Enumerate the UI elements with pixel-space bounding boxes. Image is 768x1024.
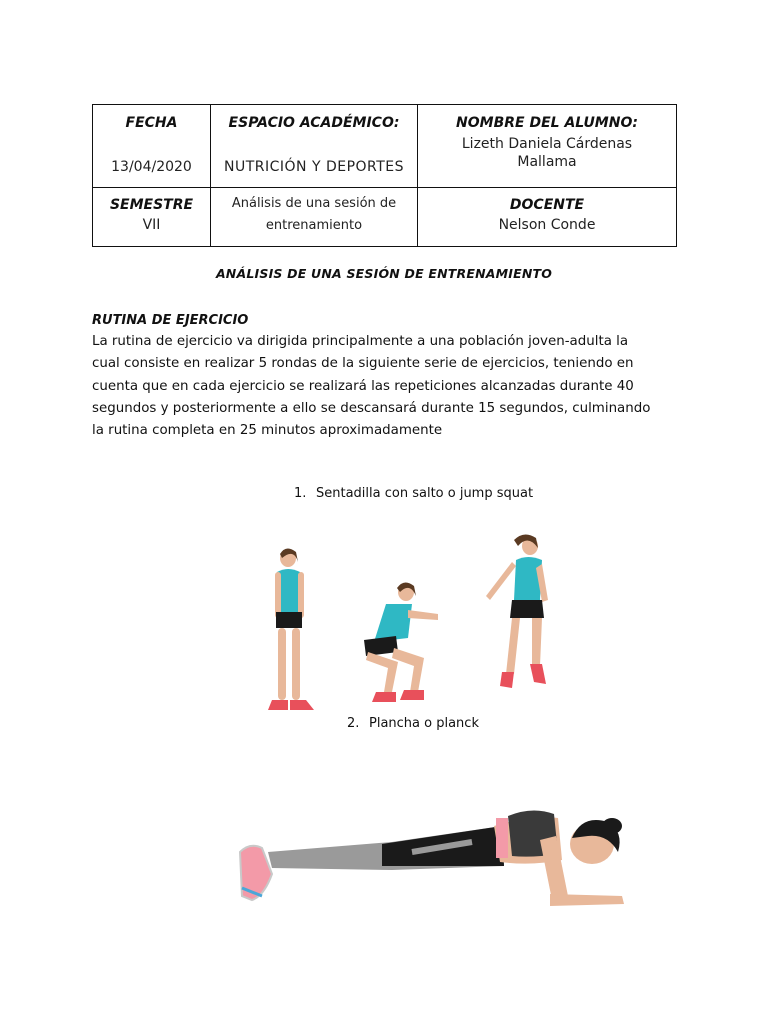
semestre-cell bbox=[93, 188, 211, 247]
routine-paragraph bbox=[92, 331, 682, 442]
jump-squat-image bbox=[258, 528, 554, 716]
tema-value-line2: entrenamiento bbox=[265, 218, 363, 233]
espacio-value: NUTRICIÓN Y DEPORTES bbox=[223, 159, 405, 175]
alumno-label: NOMBRE DEL ALUMNO: bbox=[456, 115, 638, 131]
header-info-table bbox=[92, 104, 677, 247]
jump-figure bbox=[486, 534, 548, 688]
exercise-2-title bbox=[347, 716, 479, 731]
section-heading: RUTINA DE EJERCICIO bbox=[92, 313, 249, 328]
standing-figure bbox=[268, 548, 314, 710]
docente-label: DOCENTE bbox=[509, 197, 585, 213]
tema-cell bbox=[211, 188, 418, 247]
fecha-label: FECHA bbox=[125, 115, 178, 131]
paragraph-line: La rutina de ejercicio va dirigida principalmente a una población joven-adulta la bbox=[92, 334, 629, 349]
exercise-1-title bbox=[294, 486, 533, 501]
semestre-label: SEMESTRE bbox=[109, 197, 194, 213]
docente-cell bbox=[418, 188, 677, 247]
exercise-1-name: Sentadilla con salto o jump squat bbox=[316, 486, 534, 501]
paragraph-line: cual consiste en realizar 5 rondas de la siguiente serie de ejercicios, teniendo en bbox=[92, 356, 634, 372]
exercise-2-name: Plancha o planck bbox=[369, 716, 479, 731]
semestre-value: VII bbox=[142, 217, 161, 233]
paragraph-line: segundos y posteriormente a ello se descansará durante 15 segundos, culminando bbox=[92, 400, 651, 416]
tema-value-line1: Análisis de una sesión de bbox=[231, 196, 397, 211]
exercise-2-number: 2. bbox=[347, 716, 360, 731]
document-title: ANÁLISIS DE UNA SESIÓN DE ENTRENAMIENTO bbox=[215, 266, 553, 281]
fecha-value: 13/04/2020 bbox=[111, 159, 192, 175]
alumno-cell bbox=[418, 105, 677, 188]
paragraph-line: cuenta que en cada ejercicio se realizará las repeticiones alcanzadas durante 40 bbox=[92, 378, 634, 394]
alumno-value-line2: Mallama bbox=[517, 154, 577, 170]
plank-image bbox=[232, 796, 632, 924]
exercise-1-number: 1. bbox=[294, 486, 307, 501]
paragraph-line: la rutina completa en 25 minutos aproximadamente bbox=[92, 423, 443, 439]
fecha-cell bbox=[93, 105, 211, 188]
squat-figure bbox=[364, 582, 438, 702]
docente-value: Nelson Conde bbox=[498, 217, 596, 233]
espacio-label: ESPACIO ACADÉMICO: bbox=[228, 115, 400, 131]
espacio-cell bbox=[211, 105, 418, 188]
alumno-value-line1: Lizeth Daniela Cárdenas bbox=[461, 136, 633, 152]
